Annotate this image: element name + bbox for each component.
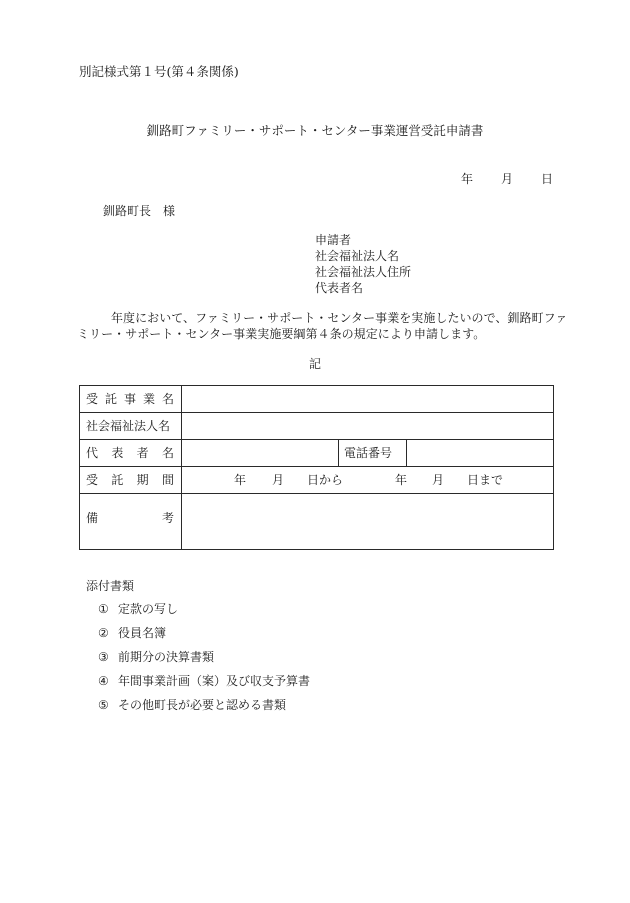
attachment-item: [98, 627, 166, 639]
table-row: [80, 413, 554, 440]
item-number: ②: [98, 626, 109, 640]
date-line: [461, 173, 553, 185]
period-end-day: 日まで: [467, 473, 504, 487]
label-entrusted-period: 受 託 期 間: [80, 467, 182, 494]
date-day: 日: [541, 172, 554, 186]
remarks-field[interactable]: [182, 494, 554, 550]
label-representative-name: 代 表 者 名: [80, 440, 182, 467]
period-start-day: 日から: [307, 473, 344, 487]
body-paragraph: 年度において、ファミリー・サポート・センター事業を実施したいので、釧路町ファミリー・サポート・センター事業実施要綱第４条の規定により申請します。: [77, 311, 568, 341]
applicant-representative-label: 代表者名: [315, 281, 364, 295]
phone-number-field[interactable]: [407, 440, 554, 467]
org-name-field[interactable]: [182, 413, 554, 440]
table-row: [80, 440, 554, 467]
attachment-label: 役員名簿: [118, 626, 167, 640]
representative-name-field[interactable]: [182, 440, 339, 467]
label-org-name: 社会福祉法人名: [80, 413, 182, 440]
label-remarks: 備 考: [80, 494, 182, 550]
attachment-label: 定款の写し: [118, 602, 179, 616]
date-year: 年: [461, 172, 474, 186]
attachment-label: その他町長が必要と認める書類: [118, 698, 287, 712]
period-end-month: 月: [432, 473, 445, 487]
table-row: [80, 386, 554, 413]
addressee: 釧路町長 様: [103, 204, 176, 218]
attachments-title: 添付書類: [86, 579, 135, 593]
item-number: ③: [98, 650, 109, 664]
period-start-year: 年: [234, 473, 247, 487]
applicant-org-address-label: 社会福祉法人住所: [315, 265, 412, 279]
item-number: ①: [98, 602, 109, 616]
attachment-label: 前期分の決算書類: [118, 650, 215, 664]
table-row: [80, 494, 554, 550]
attachment-item: [98, 651, 214, 663]
form-number: 別記様式第１号(第４条関係): [79, 64, 239, 79]
label-phone-number: 電話番号: [339, 440, 407, 467]
table-row: [80, 467, 554, 494]
application-form-table: [79, 385, 554, 550]
document-title: 釧路町ファミリー・サポート・センター事業運営受託申請書: [146, 123, 484, 138]
item-number: ⑤: [98, 698, 109, 712]
applicant-label: 申請者: [315, 233, 352, 247]
item-number: ④: [98, 674, 109, 688]
period-end-year: 年: [395, 473, 408, 487]
ki-heading: 記: [308, 357, 321, 371]
attachment-item: [98, 675, 310, 687]
date-month: 月: [501, 172, 514, 186]
period-start-month: 月: [272, 473, 285, 487]
applicant-org-name-label: 社会福祉法人名: [315, 249, 400, 263]
attachment-item: [98, 603, 178, 615]
attachment-item: [98, 699, 286, 711]
entrusted-business-name-field[interactable]: [182, 386, 554, 413]
entrusted-period-field[interactable]: [182, 467, 554, 494]
label-entrusted-business-name: 受 託 事 業 名: [80, 386, 182, 413]
attachment-label: 年間事業計画（案）及び収支予算書: [118, 674, 311, 688]
